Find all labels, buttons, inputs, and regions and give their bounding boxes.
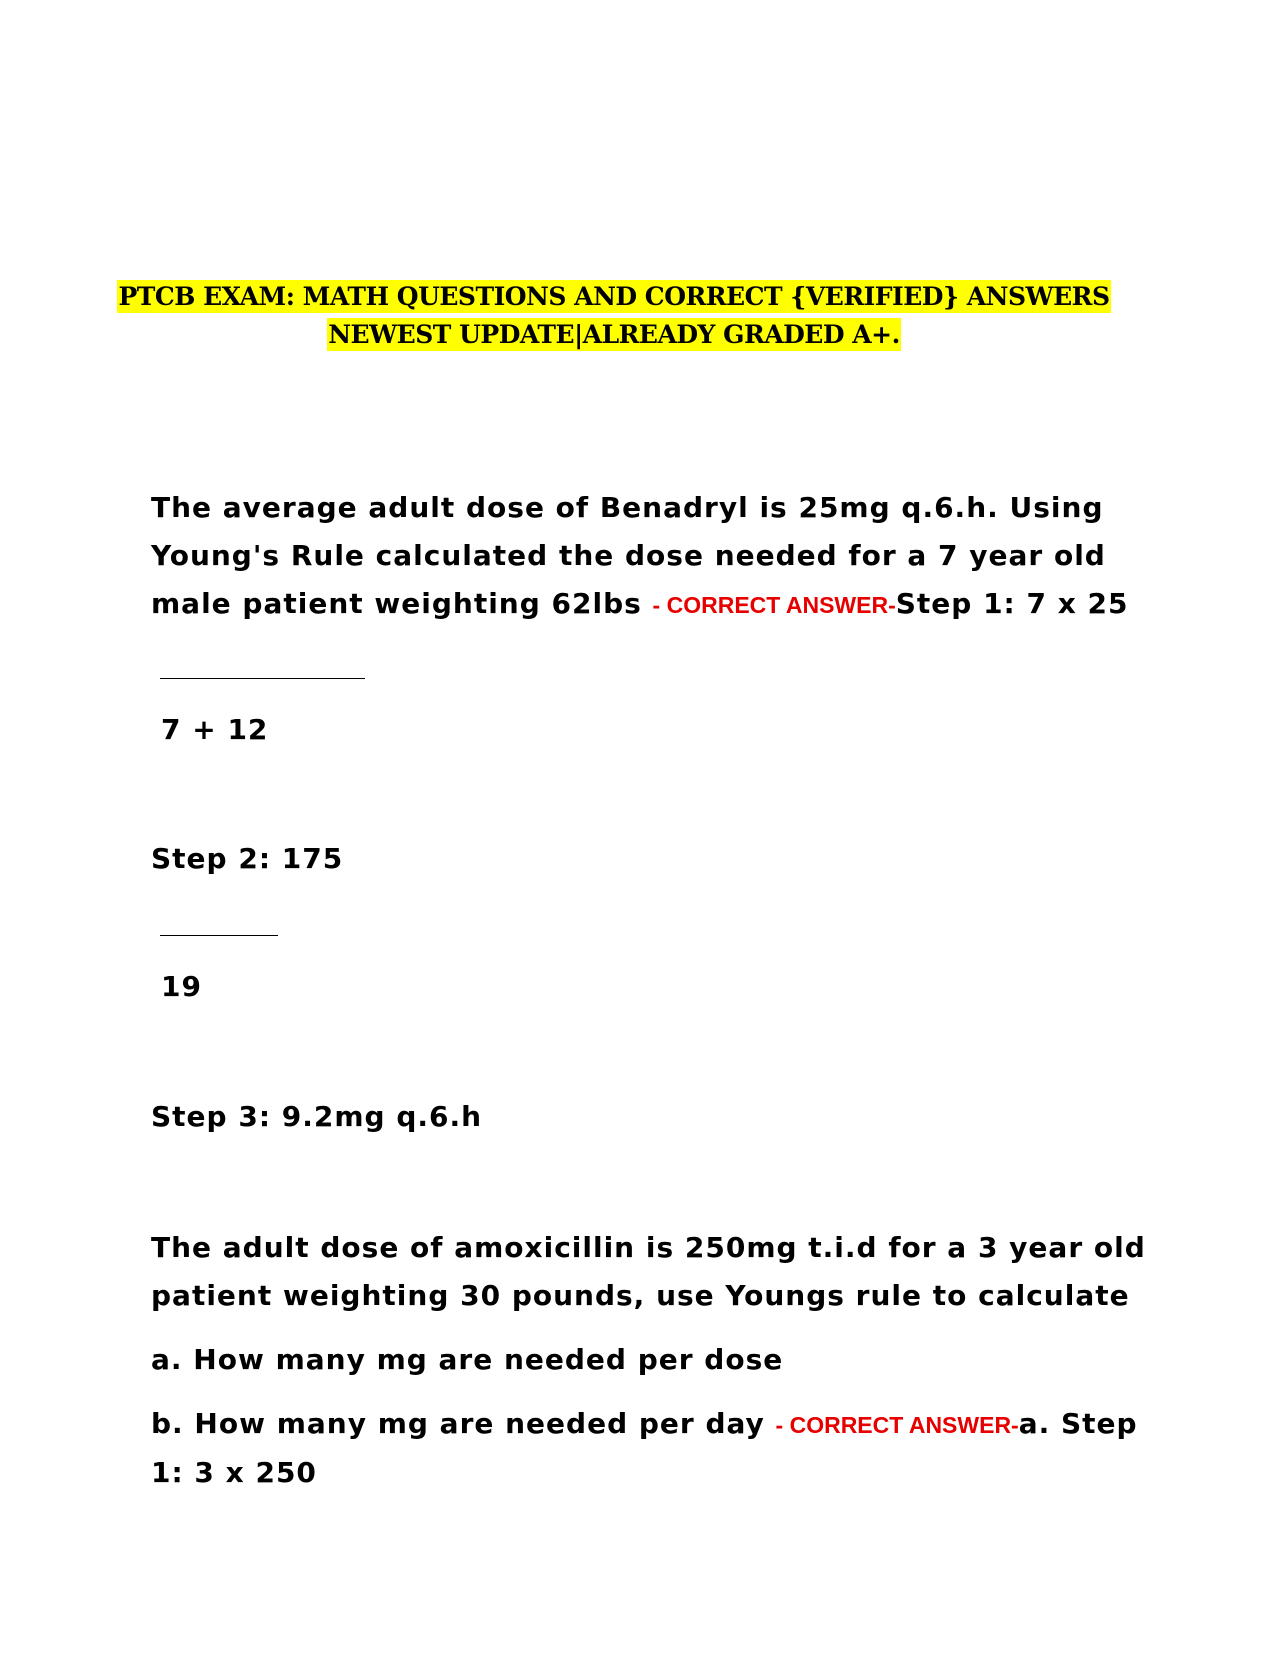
title-line-1: PTCB EXAM: MATH QUESTIONS AND CORRECT {VERIFIED} ANSWERS <box>118 282 1110 311</box>
q2-answer-cont: 1: 3 x 250 <box>151 1456 317 1489</box>
q1-line-1: The average adult dose of Benadryl is 25mg q.6.h. Using <box>151 491 1104 524</box>
q1-line-3 <box>151 580 1141 629</box>
q1-step-2: Step 2: 175 <box>151 842 344 875</box>
question-1 <box>151 484 1141 629</box>
q2-line-2: patient weighting 30 pounds, use Youngs rule to calculate <box>151 1279 1130 1312</box>
question-2 <box>151 1224 1146 1320</box>
q1-step-2-fraction-bar <box>160 935 278 936</box>
q2-part-a: a. How many mg are needed per dose <box>151 1343 784 1376</box>
q1-step-1-fraction-bar <box>160 678 365 679</box>
q1-line-3-text: male patient weighting 62lbs <box>151 587 653 620</box>
q1-step-1-denominator: 7 + 12 <box>161 713 269 746</box>
q1-step-1: Step 1: 7 x 25 <box>895 587 1129 620</box>
q2-part-b-line <box>151 1400 1141 1449</box>
q1-step-3: Step 3: 9.2mg q.6.h <box>151 1100 483 1133</box>
q1-line-2: Young's Rule calculated the dose needed for a 7 year old <box>151 539 1106 572</box>
q2-line-1: The adult dose of amoxicillin is 250mg t.i.d for a 3 year old <box>151 1231 1146 1264</box>
q2-part-b-block <box>151 1400 1141 1497</box>
title-line-2: NEWEST UPDATE|ALREADY GRADED A+. <box>328 320 900 349</box>
document-title <box>0 278 1228 354</box>
q2-answer-label: - CORRECT ANSWER- <box>775 1412 1019 1438</box>
q2-answer-start: a. Step <box>1018 1407 1138 1440</box>
q1-step-2-denominator: 19 <box>161 970 202 1003</box>
q1-answer-label: - CORRECT ANSWER- <box>652 592 896 618</box>
q2-part-b: b. How many mg are needed per day <box>151 1407 776 1440</box>
